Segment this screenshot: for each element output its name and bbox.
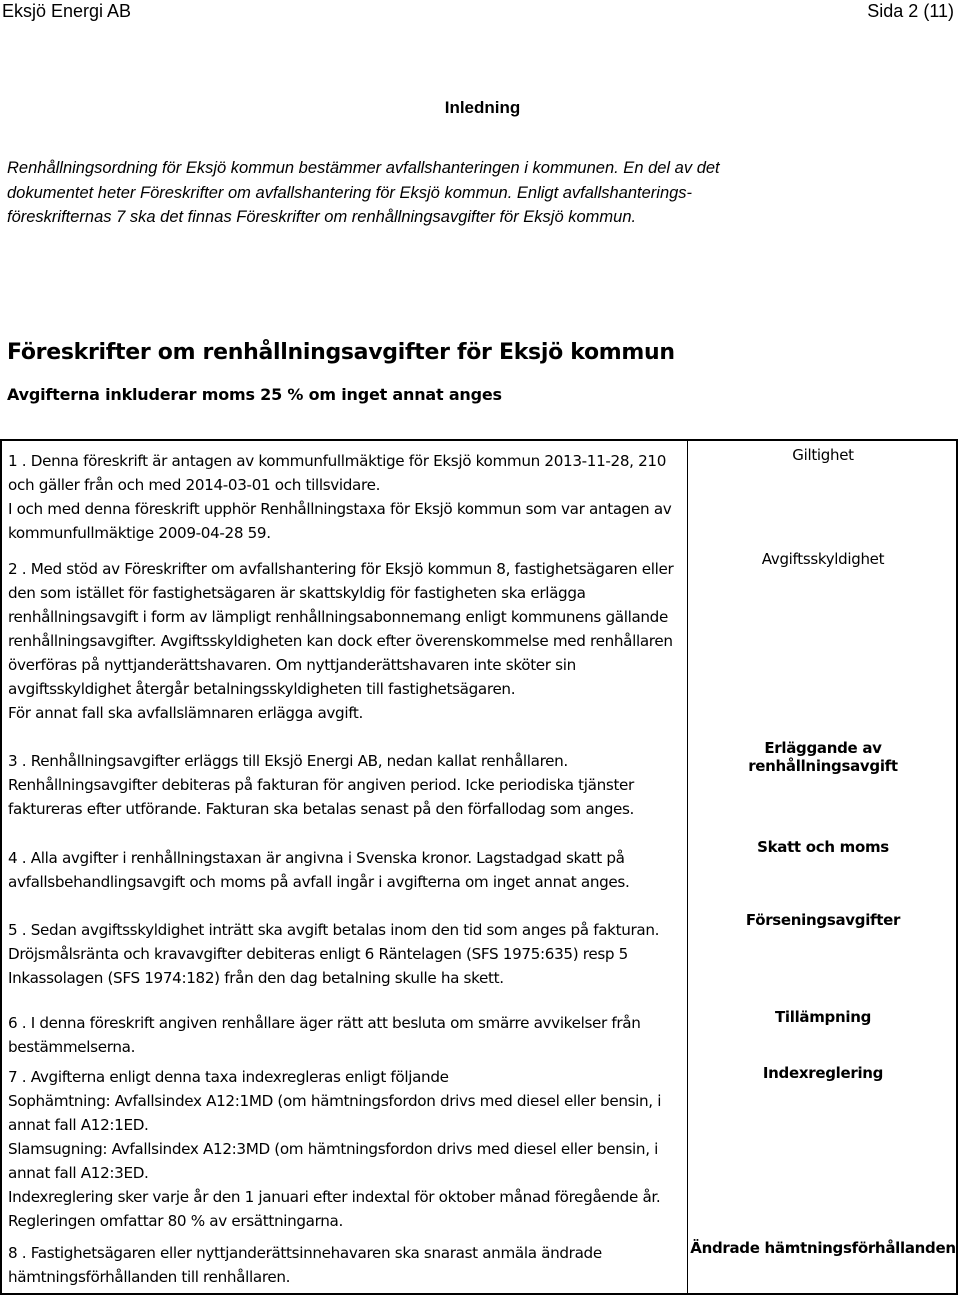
section-7-label: Indexreglering: [762, 1064, 884, 1082]
section-7-paragraph-2: Sophämtning: Avfallsindex A12:1MD (om hämtningsfordon drivs med diesel eller bensin, i annat fall A12:1ED.: [8, 1092, 662, 1134]
section-5-paragraph-1: 5 . Sedan avgiftsskyldighet inträtt ska avgift betalas inom den tid som anges på fakturan. Dröjsmålsränta och kravavgifter debiteras enligt 6 Räntelagen (SFS 1975:635) resp 5 Inkassolagen (SFS 1974:182) från den dag betalning skulle ha skett.: [8, 921, 660, 987]
section-5-label: Förseningsavgifter: [745, 911, 901, 929]
section-7-paragraph-3: Slamsugning: Avfallsindex A12:3MD (om hämtningsfordon drivs med diesel eller bensin, i annat fall A12:3ED.: [8, 1140, 659, 1182]
company-name: Eksjö Energi AB: [2, 1, 132, 21]
section-3-label: Erläggande av renhållningsavgift: [748, 739, 898, 775]
section-8-label: Ändrade hämtningsförhållanden: [690, 1239, 956, 1257]
section-5-text: [8, 918, 680, 990]
intro-text: Renhållningsordning för Eksjö kommun bestämmer avfallshanteringen i kommunen. En del av det dokumentet heter Föreskrifter om avfallshantering för Eksjö kommun. Enligt avfallshanterings-föreskrifternas 7 ska det finnas Föreskrifter om renhållningsavgifter för Eksjö kommun.: [7, 159, 720, 226]
regulations-table: [0, 439, 958, 1295]
section-8-paragraph-1: 8 . Fastighetsägaren eller nyttjanderättsinnehavaren ska snarast anmäla ändrade hämtningsförhållanden till renhållaren.: [8, 1244, 602, 1286]
section-6-text: [8, 1011, 680, 1059]
section-4-paragraph-1: 4 . Alla avgifter i renhållningstaxan är angivna i Svenska kronor. Lagstadgad skatt på avfallsbehandlingsavgift och moms på avfall ingår i avgifterna om inget annat anges.: [8, 849, 630, 891]
page-number: Sida 2 (11): [867, 1, 954, 21]
section-6-paragraph-1: 6 . I denna föreskrift angiven renhållare äger rätt att besluta om smärre avvikelser från bestämmelserna.: [8, 1014, 641, 1056]
column-divider: [687, 441, 688, 1293]
section-7-text: [8, 1065, 680, 1233]
section-3-paragraph-2: Renhållningsavgifter debiteras på fakturan för angiven period. Icke periodiska tjänster faktureras efter utförande. Fakturan ska betalas senast på den förfallodag som anges.: [8, 776, 635, 818]
section-8-text: [8, 1241, 680, 1289]
section-6-label: Tillämpning: [774, 1008, 872, 1026]
section-2-paragraph-2: För annat fall ska avfallslämnaren erlägga avgift.: [8, 704, 364, 722]
section-2-text: [8, 557, 680, 725]
section-2-paragraph-1: 2 . Med stöd av Föreskrifter om avfallshantering för Eksjö kommun 8, fastighetsägaren eller den som istället för fastighetsägaren är skattskyldig för fastigheten ska erlägga renhållningsavgift i form av lämpligt renhållningsabonnemang enligt kommunens gällande renhållningsavgifter. Avgiftsskyldigheten kan dock efter överenskommelse med renhållaren överföras på nyttjanderättshavaren. Om nyttjanderättshavaren inte sköter sin avgiftsskyldighet återgår betalningsskyldigheten till fastighetsägaren.: [8, 560, 674, 698]
intro-title: Inledning: [444, 98, 521, 117]
section-4-text: [8, 846, 680, 894]
section-3-text: [8, 749, 680, 821]
document-subtitle: Avgifterna inkluderar moms 25 % om inget annat anges: [7, 385, 502, 404]
section-1-label: Giltighet: [792, 446, 854, 464]
section-7-paragraph-1: 7 . Avgifterna enligt denna taxa indexregleras enligt följande: [8, 1068, 449, 1086]
section-1-paragraph-2: I och med denna föreskrift upphör Renhållningstaxa för Eksjö kommun som var antagen av kommunfullmäktige 2009-04-28 59.: [8, 500, 672, 542]
section-2-label: Avgiftsskyldighet: [761, 550, 885, 568]
section-7-paragraph-4: Indexreglering sker varje år den 1 januari efter indextal för oktober månad föregående år. Regleringen omfattar 80 % av ersättningarna.: [8, 1188, 661, 1230]
section-4-label: Skatt och moms: [757, 838, 889, 856]
document-title: Föreskrifter om renhållningsavgifter för Eksjö kommun: [7, 340, 675, 365]
section-3-paragraph-1: 3 . Renhållningsavgifter erläggs till Eksjö Energi AB, nedan kallat renhållaren.: [8, 752, 568, 770]
section-1-paragraph-1: 1 . Denna föreskrift är antagen av kommunfullmäktige för Eksjö kommun 2013-11-28, 210 och gäller från och med 2014-03-01 och tillsvidare.: [8, 452, 667, 494]
section-1-text: [8, 449, 680, 545]
